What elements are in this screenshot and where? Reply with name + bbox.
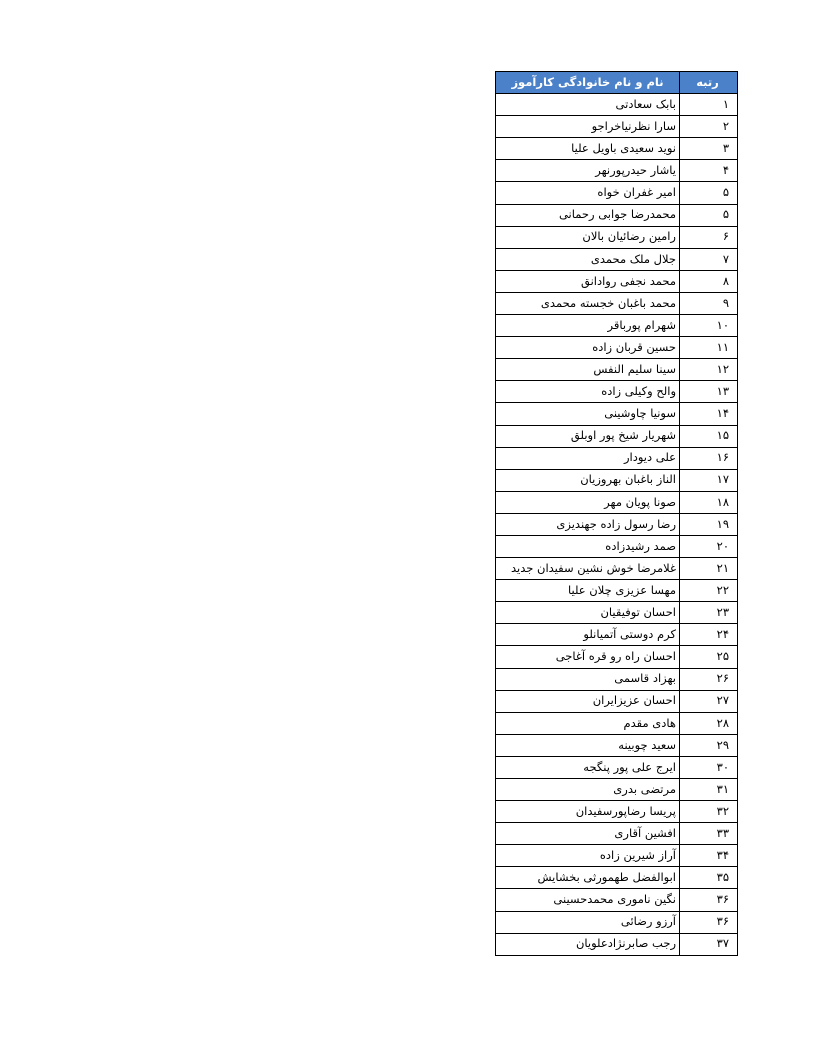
trainee-name-cell: مرتضی بدری: [496, 779, 680, 801]
rank-cell: ۱۶: [680, 447, 738, 469]
table-row: [496, 867, 738, 889]
rank-cell: ۲۹: [680, 734, 738, 756]
trainee-name-cell: کرم دوستی آتمیانلو: [496, 624, 680, 646]
table-row: [496, 580, 738, 602]
table-row: [496, 756, 738, 778]
table-row: [496, 270, 738, 292]
rank-cell: ۳۵: [680, 867, 738, 889]
rank-cell: ۳۲: [680, 801, 738, 823]
rank-cell: ۲۰: [680, 535, 738, 557]
trainee-name-cell: نگین ناموری محمدحسینی: [496, 889, 680, 911]
trainee-name-cell: سعید چوبینه: [496, 734, 680, 756]
rank-cell: ۵: [680, 204, 738, 226]
rank-cell: ۳۷: [680, 933, 738, 955]
trainee-name-cell: احسان توفیقیان: [496, 602, 680, 624]
rank-cell: ۳۶: [680, 911, 738, 933]
table-row: [496, 513, 738, 535]
trainee-name-cell: علی دیودار: [496, 447, 680, 469]
table-row: [496, 116, 738, 138]
rank-cell: ۵: [680, 182, 738, 204]
rank-cell: ۲۶: [680, 668, 738, 690]
rank-cell: ۱۱: [680, 337, 738, 359]
rank-cell: ۹: [680, 292, 738, 314]
table-header-row: [496, 72, 738, 94]
rank-column-header: رتبه: [680, 72, 738, 94]
rank-cell: ۲۵: [680, 646, 738, 668]
trainee-name-cell: والح وکیلی زاده: [496, 381, 680, 403]
rank-cell: ۱۰: [680, 315, 738, 337]
rank-cell: ۳۱: [680, 779, 738, 801]
trainee-name-cell: سارا نظرنیاخراجو: [496, 116, 680, 138]
table-row: [496, 624, 738, 646]
rank-cell: ۳۴: [680, 845, 738, 867]
trainee-name-cell: حسین قربان زاده: [496, 337, 680, 359]
rank-cell: ۱۴: [680, 403, 738, 425]
table-row: [496, 315, 738, 337]
table-row: [496, 668, 738, 690]
table-row: [496, 359, 738, 381]
table-row: [496, 535, 738, 557]
name-column-header: نام و نام خانوادگی کارآموز: [496, 72, 680, 94]
table-row: [496, 602, 738, 624]
table-row: [496, 337, 738, 359]
table-row: [496, 933, 738, 955]
trainee-name-cell: شهرام پورباقر: [496, 315, 680, 337]
rank-cell: ۱۹: [680, 513, 738, 535]
trainee-name-cell: جلال ملک محمدی: [496, 248, 680, 270]
rank-cell: ۳۳: [680, 823, 738, 845]
trainee-name-cell: احسان عزیزایران: [496, 690, 680, 712]
table-row: [496, 381, 738, 403]
rank-cell: ۲۸: [680, 712, 738, 734]
trainee-name-cell: سینا سلیم النفس: [496, 359, 680, 381]
trainee-name-cell: ایرج علی پور پنگجه: [496, 756, 680, 778]
table-row: [496, 558, 738, 580]
trainee-name-cell: پریسا رضاپورسفیدان: [496, 801, 680, 823]
trainee-name-cell: محمد باغبان خجسته محمدی: [496, 292, 680, 314]
table-row: [496, 469, 738, 491]
trainee-name-cell: محمدرضا جوابی رحمانی: [496, 204, 680, 226]
rank-cell: ۳: [680, 138, 738, 160]
table-row: [496, 425, 738, 447]
trainee-name-cell: افشین آقاری: [496, 823, 680, 845]
table-row: [496, 94, 738, 116]
rank-cell: ۱: [680, 94, 738, 116]
rank-cell: ۳۰: [680, 756, 738, 778]
trainee-name-cell: احسان راه رو قره آغاجی: [496, 646, 680, 668]
table-body: [496, 94, 738, 956]
table-row: [496, 911, 738, 933]
rank-cell: ۱۳: [680, 381, 738, 403]
rank-cell: ۲۳: [680, 602, 738, 624]
trainee-name-cell: امیر غفران خواه: [496, 182, 680, 204]
trainee-name-cell: ابوالفضل طهمورثی بخشایش: [496, 867, 680, 889]
ranking-table: [495, 71, 738, 956]
trainee-name-cell: رضا رسول زاده جهندیزی: [496, 513, 680, 535]
table-row: [496, 690, 738, 712]
table-row: [496, 779, 738, 801]
rank-cell: ۶: [680, 226, 738, 248]
trainee-name-cell: رجب صابرنژادعلویان: [496, 933, 680, 955]
rank-cell: ۱۵: [680, 425, 738, 447]
rank-cell: ۴: [680, 160, 738, 182]
trainee-name-cell: نوید سعیدی باویل علیا: [496, 138, 680, 160]
table-row: [496, 248, 738, 270]
trainee-name-cell: محمد نجفی روادانق: [496, 270, 680, 292]
table-row: [496, 292, 738, 314]
trainee-name-cell: بهزاد قاسمی: [496, 668, 680, 690]
table-row: [496, 823, 738, 845]
table-row: [496, 138, 738, 160]
trainee-name-cell: رامین رضائیان بالان: [496, 226, 680, 248]
trainee-name-cell: شهریار شیخ پور اوبلق: [496, 425, 680, 447]
table-row: [496, 801, 738, 823]
table-row: [496, 204, 738, 226]
table-row: [496, 845, 738, 867]
trainee-name-cell: صمد رشیدزاده: [496, 535, 680, 557]
table-row: [496, 889, 738, 911]
rank-cell: ۳۶: [680, 889, 738, 911]
trainee-name-cell: بابک سعادتی: [496, 94, 680, 116]
table-row: [496, 182, 738, 204]
rank-cell: ۱۷: [680, 469, 738, 491]
rank-cell: ۲۴: [680, 624, 738, 646]
table-row: [496, 226, 738, 248]
rank-cell: ۲۷: [680, 690, 738, 712]
table-row: [496, 447, 738, 469]
rank-cell: ۱۸: [680, 491, 738, 513]
trainee-name-cell: یاشار حیدرپورنهر: [496, 160, 680, 182]
rank-cell: ۲: [680, 116, 738, 138]
table-row: [496, 491, 738, 513]
table-row: [496, 403, 738, 425]
table-row: [496, 160, 738, 182]
table-row: [496, 712, 738, 734]
trainee-name-cell: صونا پویان مهر: [496, 491, 680, 513]
trainee-name-cell: آراز شیرین زاده: [496, 845, 680, 867]
table-row: [496, 734, 738, 756]
rank-cell: ۸: [680, 270, 738, 292]
trainee-name-cell: آرزو رضائی: [496, 911, 680, 933]
trainee-name-cell: غلامرضا خوش نشین سفیدان جدید: [496, 558, 680, 580]
rank-cell: ۲۲: [680, 580, 738, 602]
table-row: [496, 646, 738, 668]
trainee-name-cell: سونیا چاوشینی: [496, 403, 680, 425]
trainee-name-cell: مهسا عزیزی چلان علیا: [496, 580, 680, 602]
trainee-name-cell: هادی مقدم: [496, 712, 680, 734]
rank-cell: ۱۲: [680, 359, 738, 381]
trainee-name-cell: الناز باغبان بهروزیان: [496, 469, 680, 491]
rank-cell: ۷: [680, 248, 738, 270]
rank-cell: ۲۱: [680, 558, 738, 580]
